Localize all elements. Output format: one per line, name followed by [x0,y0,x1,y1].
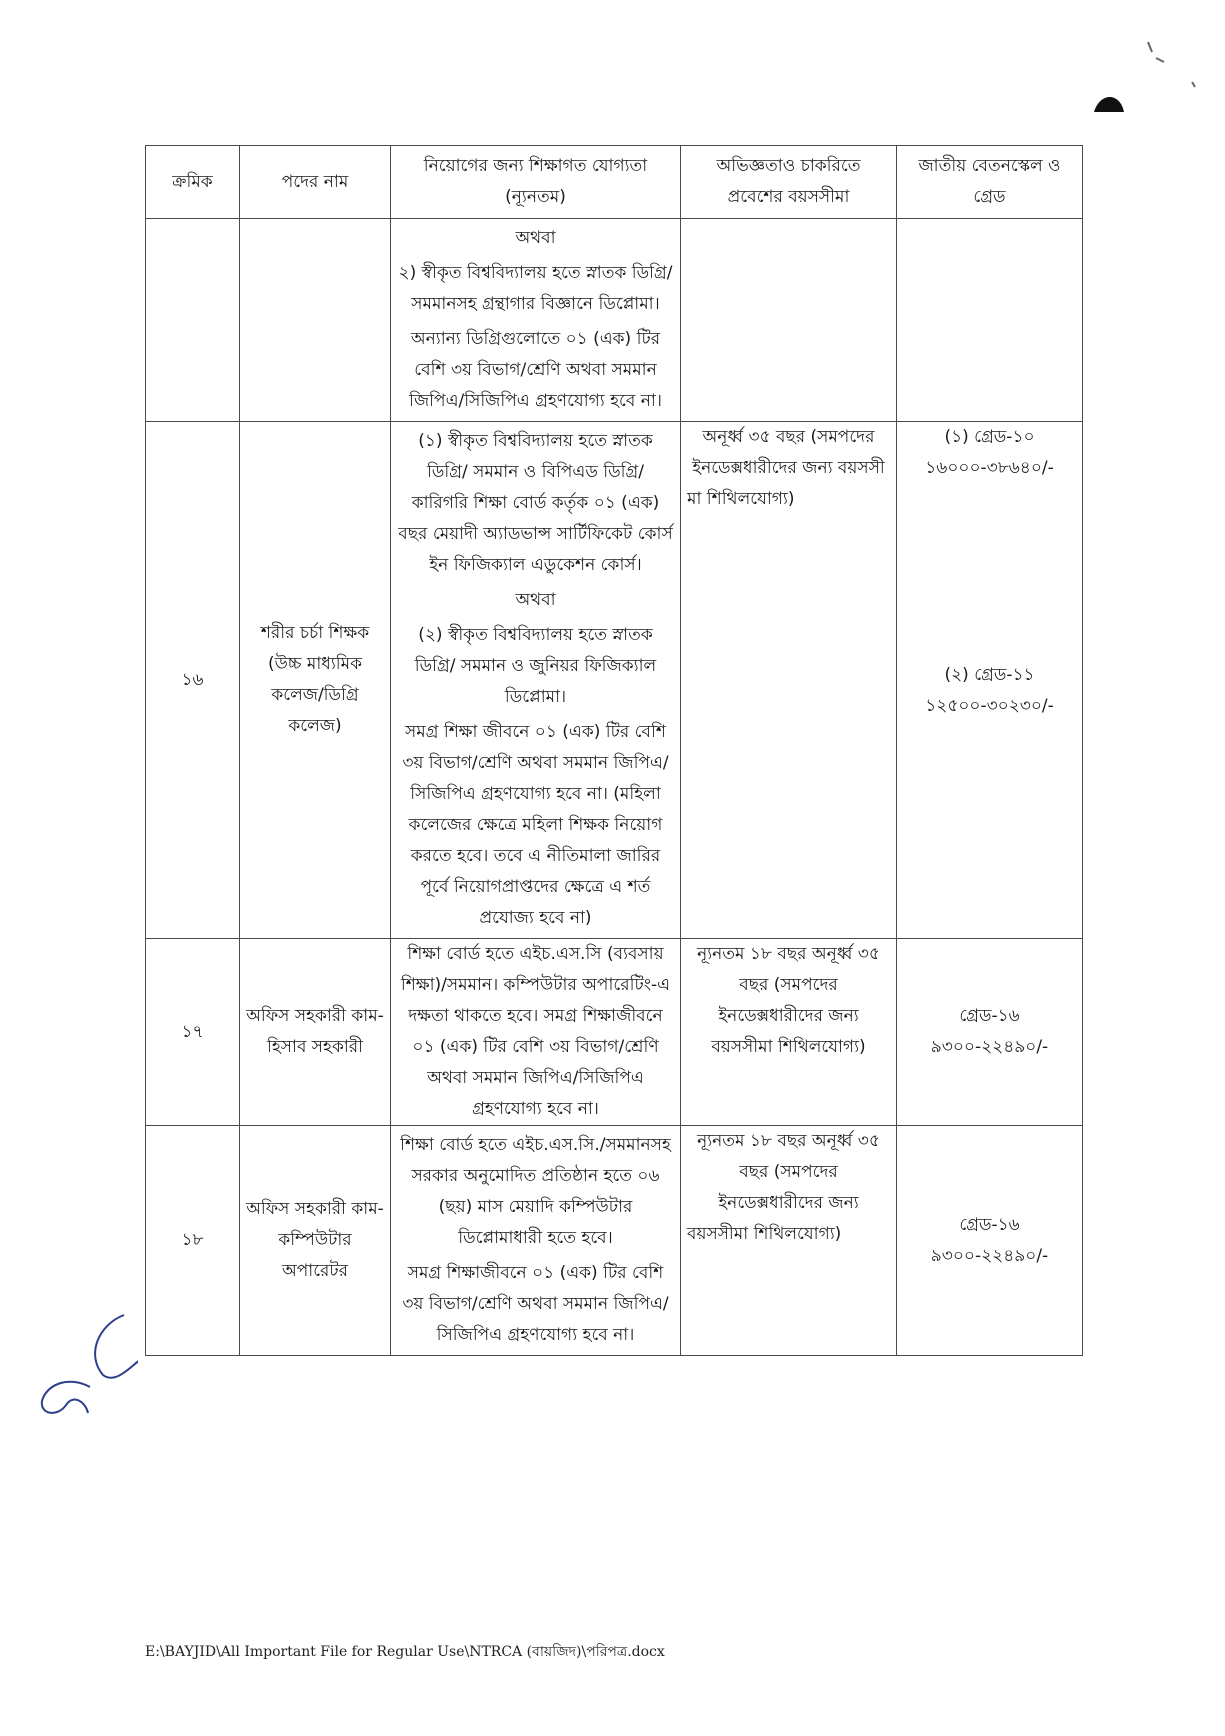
table-row-18 [146,1126,1083,1356]
pay-scale-cell [897,422,1083,939]
header-pay-scale: জাতীয় বেতনস্কেল ও গ্রেড [897,146,1083,219]
qualification-or: অথবা [515,590,556,610]
grade-label: গ্রেড-১৬ [959,1214,1020,1235]
table-row-17 [146,939,1083,1126]
qualification-cell [391,219,681,422]
footer-file-path: E:\BAYJID\All Important File for Regular Use\NTRCA (বায়জিদ)\পরিপত্র.docx [145,1644,665,1660]
grade-label: (২) গ্রেড-১১ [944,665,1035,685]
qualification-cell [391,1126,681,1356]
qualification-option: (২) স্বীকৃত বিশ্ববিদ্যালয় হতে স্নাতক ডিগ্রি/ সমমান ও জুনিয়র ফিজিক্যাল ডিপ্লোমা। [414,625,657,707]
grade-label: গ্রেড-১৬ [959,1006,1020,1026]
qualification-condition: সমগ্র শিক্ষাজীবনে ০১ (এক) টির বেশি ৩য় বিভাগ/শ্রেণি অথবা সমমান জিপিএ/সিজিপিএ গ্রহণযোগ্য হবে না। [402,1263,669,1345]
qualification-or: অথবা [515,228,556,248]
qualification-table [145,145,1083,1356]
qualification-option: (১) স্বীকৃত বিশ্ববিদ্যালয় হতে স্নাতক ডিগ্রি/ সমমান ও বিপিএড ডিগ্রি/ কারিগরি শিক্ষা বোর্ড কর্তৃক ০১ (এক) বছর মেয়াদী অ্যাডভান্স সার্টিফিকেট কোর্স ইন ফিজিক্যাল এডুকেশন কোর্স। [398,431,673,575]
age-limit-cell: ন্যূনতম ১৮ বছর অনূর্ধ্ব ৩৫ বছর (সমপদের ইনডেক্সধারীদের জন্য বয়সসীমা শিথিলযোগ্য) [681,1126,897,1356]
scan-mark-icon [1080,30,1220,130]
qualification-condition: অন্যান্য ডিগ্রিগুলোতে ০১ (এক) টির বেশি ৩য় বিভাগ/শ্রেণি অথবা সমমান জিপিএ/সিজিপিএ গ্রহণযোগ্য হবে না। [409,329,662,411]
serial-cell: ১৭ [146,939,240,1126]
header-post-name: পদের নাম [240,146,391,219]
scale-value: ৯৩০০-২২৪৯০/- [930,1245,1049,1266]
header-serial: ক্রমিক [146,146,240,219]
post-name-cell: শরীর চর্চা শিক্ষক (উচ্চ মাধ্যমিক কলেজ/ডিগ্রি কলেজ) [240,422,391,939]
qualification-option: শিক্ষা বোর্ড হতে এইচ.এস.সি./সমমানসহ সরকার অনুমোদিত প্রতিষ্ঠান হতে ০৬ (ছয়) মাস মেয়াদি কম্পিউটার ডিপ্লোমাধারী হতে হবে। [400,1135,671,1248]
serial-cell: ১৮ [146,1126,240,1356]
age-limit-cell: অনূর্ধ্ব ৩৫ বছর (সমপদের ইনডেক্সধারীদের জন্য বয়সসী মা শিথিলযোগ্য) [681,422,897,939]
handwritten-initials-mark [28,1305,138,1425]
table-row-continued [146,219,1083,422]
scale-value: ১৬০০০-৩৮৬৪০/- [925,458,1054,478]
qualification-cell [391,422,681,939]
grade-label: (১) গ্রেড-১০ [944,427,1035,447]
age-limit-cell: ন্যূনতম ১৮ বছর অনূর্ধ্ব ৩৫ বছর (সমপদের ইনডেক্সধারীদের জন্য বয়সসীমা শিথিলযোগ্য) [681,939,897,1126]
qualification-condition: সমগ্র শিক্ষা জীবনে ০১ (এক) টির বেশি ৩য় বিভাগ/শ্রেণি অথবা সমমান জিপিএ/সিজিপিএ গ্রহণযোগ্য হবে না। (মহিলা কলেজের ক্ষেত্রে মহিলা শিক্ষক নিয়োগ করতে হবে। তবে এ নীতিমালা জারির পূর্বে নিয়োগপ্রাপ্তদের ক্ষেত্রে এ শর্ত প্রযোজ্য হবে না) [402,722,669,928]
post-name-cell: অফিস সহকারী কাম-কম্পিউটার অপারেটর [240,1126,391,1356]
header-qualification: নিয়োগের জন্য শিক্ষাগত যোগ্যতা (ন্যূনতম) [391,146,681,219]
post-name-cell: অফিস সহকারী কাম-হিসাব সহকারী [240,939,391,1126]
table-row-16 [146,422,1083,939]
header-age-limit: অভিজ্ঞতাও চাকরিতে প্রবেশের বয়সসীমা [681,146,897,219]
pay-scale-cell [897,1126,1083,1356]
serial-cell: ১৬ [146,422,240,939]
scale-value: ১২৫০০-৩০২৩০/- [925,696,1054,716]
qualification-cell: শিক্ষা বোর্ড হতে এইচ.এস.সি (ব্যবসায় শিক্ষা)/সমমান। কম্পিউটার অপারেটিং-এ দক্ষতা থাকতে হবে। সমগ্র শিক্ষাজীবনে ০১ (এক) টির বেশি ৩য় বিভাগ/শ্রেণি অথবা সমমান জিপিএ/সিজিপিএ গ্রহণযোগ্য হবে না। [391,939,681,1126]
pay-scale-cell [897,939,1083,1126]
table-header-row [146,146,1083,219]
qualification-option: ২) স্বীকৃত বিশ্ববিদ্যালয় হতে স্নাতক ডিগ্রি/সমমানসহ গ্রন্থাগার বিজ্ঞানে ডিপ্লোমা। [398,263,673,314]
scale-value: ৯৩০০-২২৪৯০/- [930,1037,1049,1057]
